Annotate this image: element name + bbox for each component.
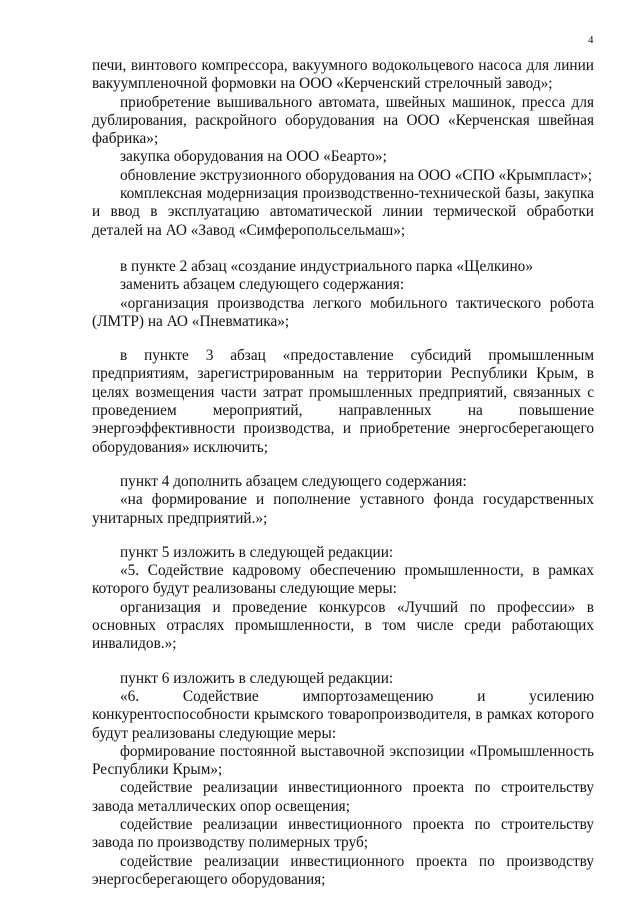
paragraph: «6. Содействие импортозамещению и усилению конкурентоспособности крымского товаропроизводителя, в рамках которого будут реализованы следующие меры: xyxy=(92,687,594,742)
paragraph: комплексная модернизация производственно-технической базы, закупка и ввод в эксплуатацию автоматической линии термической обработки деталей на АО «Завод «Симферопольсельмаш»; xyxy=(92,185,594,239)
paragraph: в пункте 2 абзац «создание индустриального парка «Щелкино» xyxy=(120,257,533,275)
paragraph: приобретение вышивального автомата, швейных машинок, пресса для дублирования, раскройного оборудования на ООО «Керченская швейная фабрика»; xyxy=(92,93,594,148)
paragraph: организация и проведение конкурсов «Лучший по профессии» в основных отраслях промышленности, в том числе среди работающих инвалидов.»; xyxy=(92,598,594,653)
paragraph: закупка оборудования на ООО «Беарто»; xyxy=(120,148,387,166)
paragraph: заменить абзацем следующего содержания: xyxy=(120,276,405,294)
paragraph: пункт 4 дополнить абзацем следующего содержания: xyxy=(120,472,467,490)
paragraph: печи, винтового компрессора, вакуумного водокольцевого насоса для линии вакуумпленочной формовки на ООО «Керченский стрелочный завод»; xyxy=(92,57,594,93)
paragraph: содействие реализации инвестиционного проекта по строительству завода по производству полимерных труб; xyxy=(92,815,594,852)
paragraph: пункт 6 изложить в следующей редакции: xyxy=(120,669,394,687)
paragraph: обновление экструзионного оборудования на ООО «СПО «Крымпласт»; xyxy=(120,166,592,184)
paragraph: пункт 5 изложить в следующей редакции: xyxy=(120,543,394,561)
paragraph: «на формирование и пополнение уставного фонда государственных унитарных предприятий.»; xyxy=(92,491,594,527)
paragraph: «5. Содействие кадровому обеспечению промышленности, в рамках которого будут реализованы следующие меры: xyxy=(92,562,594,598)
page-number: 4 xyxy=(588,34,594,46)
paragraph: «организация производства легкого мобильного тактического робота (ЛМТР) на АО «Пневматика»; xyxy=(92,294,594,330)
document-body xyxy=(92,57,594,889)
paragraph: формирование постоянной выставочной экспозиции «Промышленность Республики Крым»; xyxy=(92,742,594,779)
paragraph: содействие реализации инвестиционного проекта по производству энергосберегающего оборудования; xyxy=(92,852,594,888)
paragraph: содействие реализации инвестиционного проекта по строительству завода металлических опор освещения; xyxy=(92,779,594,815)
paragraph: в пункте 3 абзац «предоставление субсидий промышленным предприятиям, зарегистрированным на территории Республики Крым, в целях возмещения части затрат промышленных предприятий, связанных с проведением мероприятий, направленных на повышение энергоэффективности производства, и приобретение энергосберегающего оборудования» исключить; xyxy=(92,347,594,456)
